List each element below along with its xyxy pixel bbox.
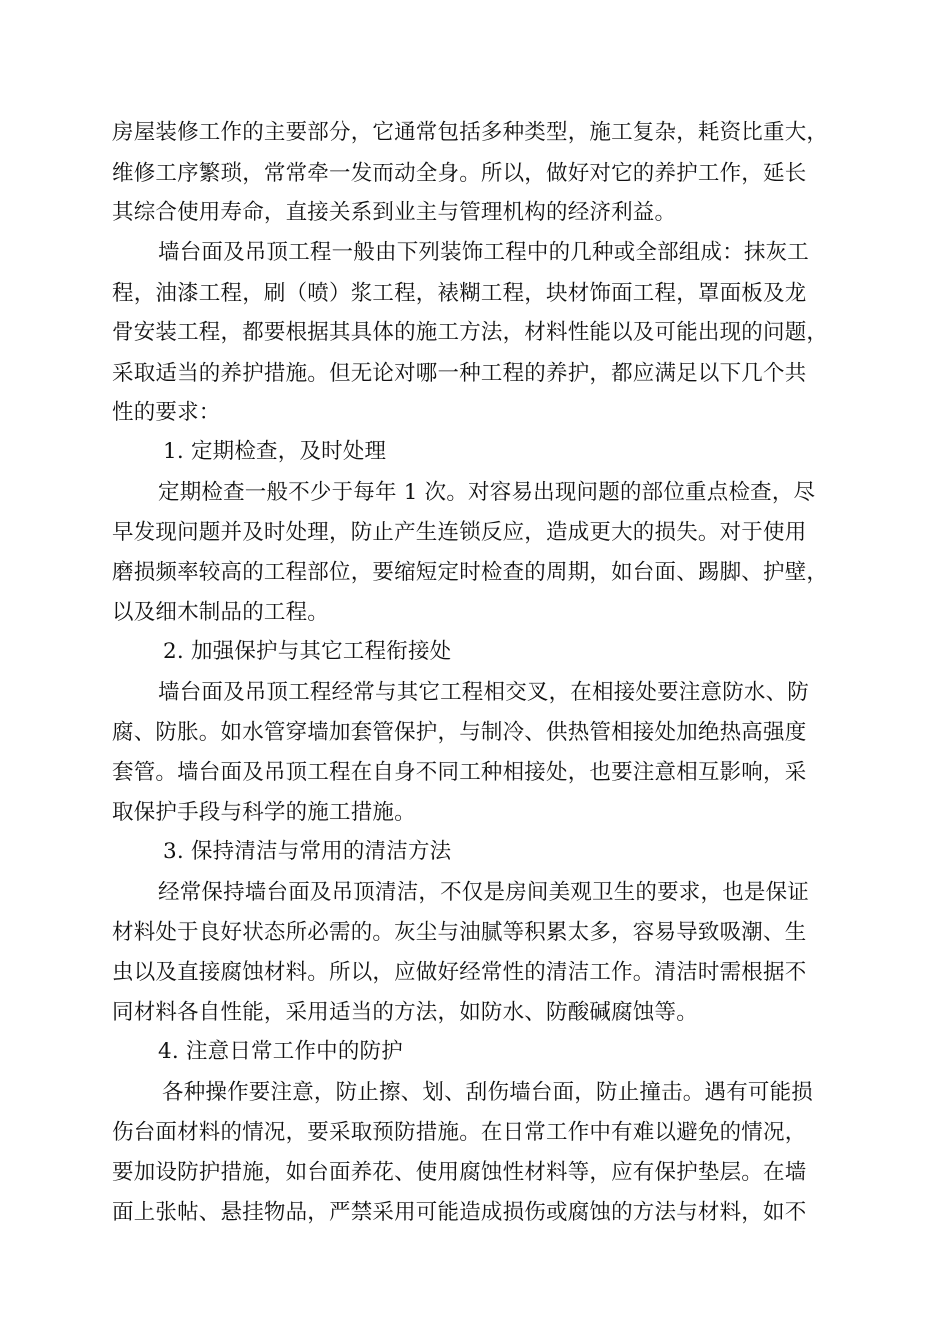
body-line: 维修工序繁琐，常常牵一发而动全身。所以，做好对它的养护工作，延长 [112, 161, 807, 186]
body-line: 墙台面及吊顶工程经常与其它工程相交叉，在相接处要注意防水、防 [158, 680, 810, 705]
body-line: 同材料各自性能，采用适当的方法，如防水、防酸碱腐蚀等。 [112, 1000, 698, 1025]
body-line: 经常保持墙台面及吊顶清洁，不仅是房间美观卫生的要求，也是保证 [158, 880, 810, 905]
section-heading-2: 2. 加强保护与其它工程衔接处 [163, 639, 452, 664]
body-line: 套管。墙台面及吊顶工程在自身不同工种相接处，也要注意相互影响，采 [112, 760, 807, 785]
body-line: 虫以及直接腐蚀材料。所以，应做好经常性的清洁工作。清洁时需根据不 [112, 960, 807, 985]
body-line: 取保护手段与科学的施工措施。 [112, 800, 416, 825]
body-line: 各种操作要注意，防止擦、划、刮伤墙台面，防止撞击。遇有可能损 [162, 1080, 814, 1105]
body-line: 磨损频率较高的工程部位，要缩短定时检查的周期，如台面、踢脚、护壁， [112, 560, 829, 585]
body-line: 伤台面材料的情况，要采取预防措施。在日常工作中有难以避免的情况， [112, 1120, 807, 1145]
body-line: 腐、防胀。如水管穿墙加套管保护，与制冷、供热管相接处加绝热高强度 [112, 720, 807, 745]
section-heading-4: 4. 注意日常工作中的防护 [158, 1039, 403, 1064]
body-line: 墙台面及吊顶工程一般由下列装饰工程中的几种或全部组成：抹灰工 [158, 240, 810, 265]
body-line: 要加设防护措施，如台面养花、使用腐蚀性材料等，应有保护垫层。在墙 [112, 1160, 807, 1185]
body-line: 材料处于良好状态所必需的。灰尘与油腻等积累太多，容易导致吸潮、生 [112, 920, 807, 945]
section-heading-1: 1. 定期检查，及时处理 [163, 439, 387, 464]
body-line: 以及细木制品的工程。 [112, 600, 330, 625]
body-line: 面上张帖、悬挂物品，严禁采用可能造成损伤或腐蚀的方法与材料，如不 [112, 1200, 807, 1225]
body-line: 早发现问题并及时处理，防止产生连锁反应，造成更大的损失。对于使用 [112, 520, 807, 545]
body-line: 骨安装工程，都要根据其具体的施工方法，材料性能以及可能出现的问题， [112, 320, 829, 345]
body-line: 房屋装修工作的主要部分，它通常包括多种类型，施工复杂，耗资比重大， [112, 120, 829, 145]
body-line: 程，油漆工程，刷（喷）浆工程，裱糊工程，块材饰面工程，罩面板及龙 [112, 281, 807, 306]
section-heading-3: 3. 保持清洁与常用的清洁方法 [163, 839, 452, 864]
body-line: 采取适当的养护措施。但无论对哪一种工程的养护，都应满足以下几个共 [112, 361, 807, 386]
body-line: 定期检查一般不少于每年 1 次。对容易出现问题的部位重点检查，尽 [158, 480, 816, 505]
body-line: 其综合使用寿命，直接关系到业主与管理机构的经济利益。 [112, 200, 677, 225]
body-line: 性的要求： [112, 400, 221, 425]
